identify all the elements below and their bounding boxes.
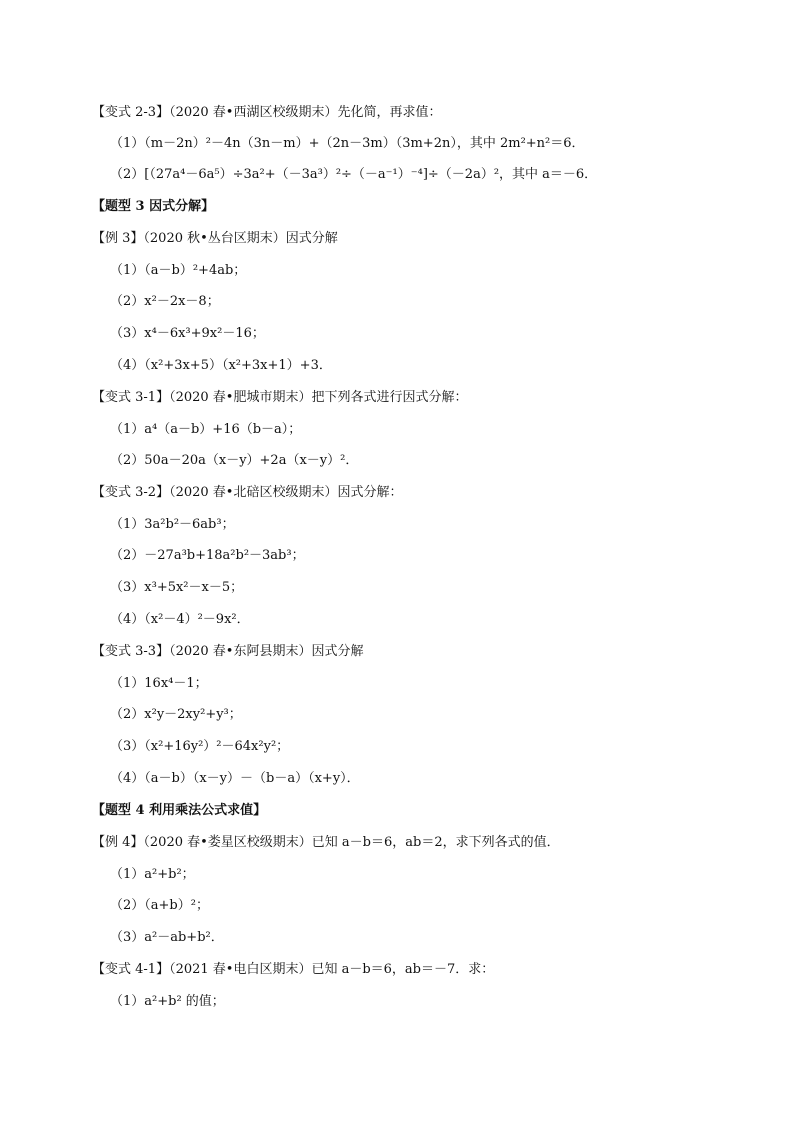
example-3-question-4: （4）（x²+3x+5）（x²+3x+1）+3． <box>110 358 332 373</box>
example-3-question-3: （3）x⁴－6x³+9x²－16； <box>110 326 265 341</box>
variant-2-3-question-1: （1）（m－2n）²－4n（3n－m）+（2n－3m）（3m+2n），其中 2m²+n²＝6． <box>110 136 585 151</box>
variant-3-1-question-2: （2）50a－20a（x－y）+2a（x－y）²． <box>110 453 359 468</box>
section-heading-3: 【题型 3 因式分解】 <box>92 199 215 214</box>
variant-3-3-question-4: （4）（a－b）（x－y）－（b－a）（x+y）． <box>110 771 360 786</box>
example-3-question-1: （1）（a－b）²+4ab； <box>110 263 247 278</box>
variant-2-3-title: 【变式 2-3】（2020 春•西湖区校级期末）先化简，再求值： <box>92 105 442 120</box>
example-3-title: 【例 3】（2020 秋•丛台区期末）因式分解 <box>92 231 338 246</box>
variant-4-1-question-1: （1）a²+b² 的值； <box>110 994 225 1009</box>
section-heading-4: 【题型 4 利用乘法公式求值】 <box>92 803 267 818</box>
variant-3-2-title: 【变式 3-2】（2020 春•北碚区校级期末）因式分解： <box>92 485 403 500</box>
variant-3-2-question-3: （3）x³+5x²－x－5； <box>110 580 244 595</box>
example-4-question-2: （2）（a+b）²； <box>110 898 209 913</box>
variant-3-3-question-3: （3）（x²+16y²）²－64x²y²； <box>110 739 290 754</box>
variant-3-2-question-2: （2）－27a³b+18a²b²－3ab³； <box>110 548 305 563</box>
variant-3-2-question-1: （1）3a²b²－6ab³； <box>110 517 235 532</box>
variant-3-1-title: 【变式 3-1】（2020 春•肥城市期末）把下列各式进行因式分解： <box>92 390 468 405</box>
example-3-question-2: （2）x²－2x－8； <box>110 294 220 309</box>
variant-2-3-question-2: （2）[（27a⁴－6a⁵）÷3a²+（－3a³）²÷（－a⁻¹）⁻⁴]÷（－2a）²，其中 a＝－6． <box>110 167 598 182</box>
variant-3-2-question-4: （4）（x²－4）²－9x²． <box>110 612 250 627</box>
variant-4-1-title: 【变式 4-1】（2021 春•电白区期末）已知 a－b＝6，ab＝－7．求： <box>92 962 495 977</box>
variant-3-3-title: 【变式 3-3】（2020 春•东阿县期末）因式分解 <box>92 644 364 659</box>
example-4-question-1: （1）a²+b²； <box>110 867 195 882</box>
example-4-question-3: （3）a²－ab+b²． <box>110 930 224 945</box>
variant-3-3-question-2: （2）x²y－2xy²+y³； <box>110 707 242 722</box>
variant-3-1-question-1: （1）a⁴（a－b）+16（b－a）； <box>110 422 302 437</box>
variant-3-3-question-1: （1）16x⁴－1； <box>110 676 208 691</box>
example-4-title: 【例 4】（2020 春•娄星区校级期末）已知 a－b＝6，ab＝2，求下列各式的值． <box>92 835 560 850</box>
